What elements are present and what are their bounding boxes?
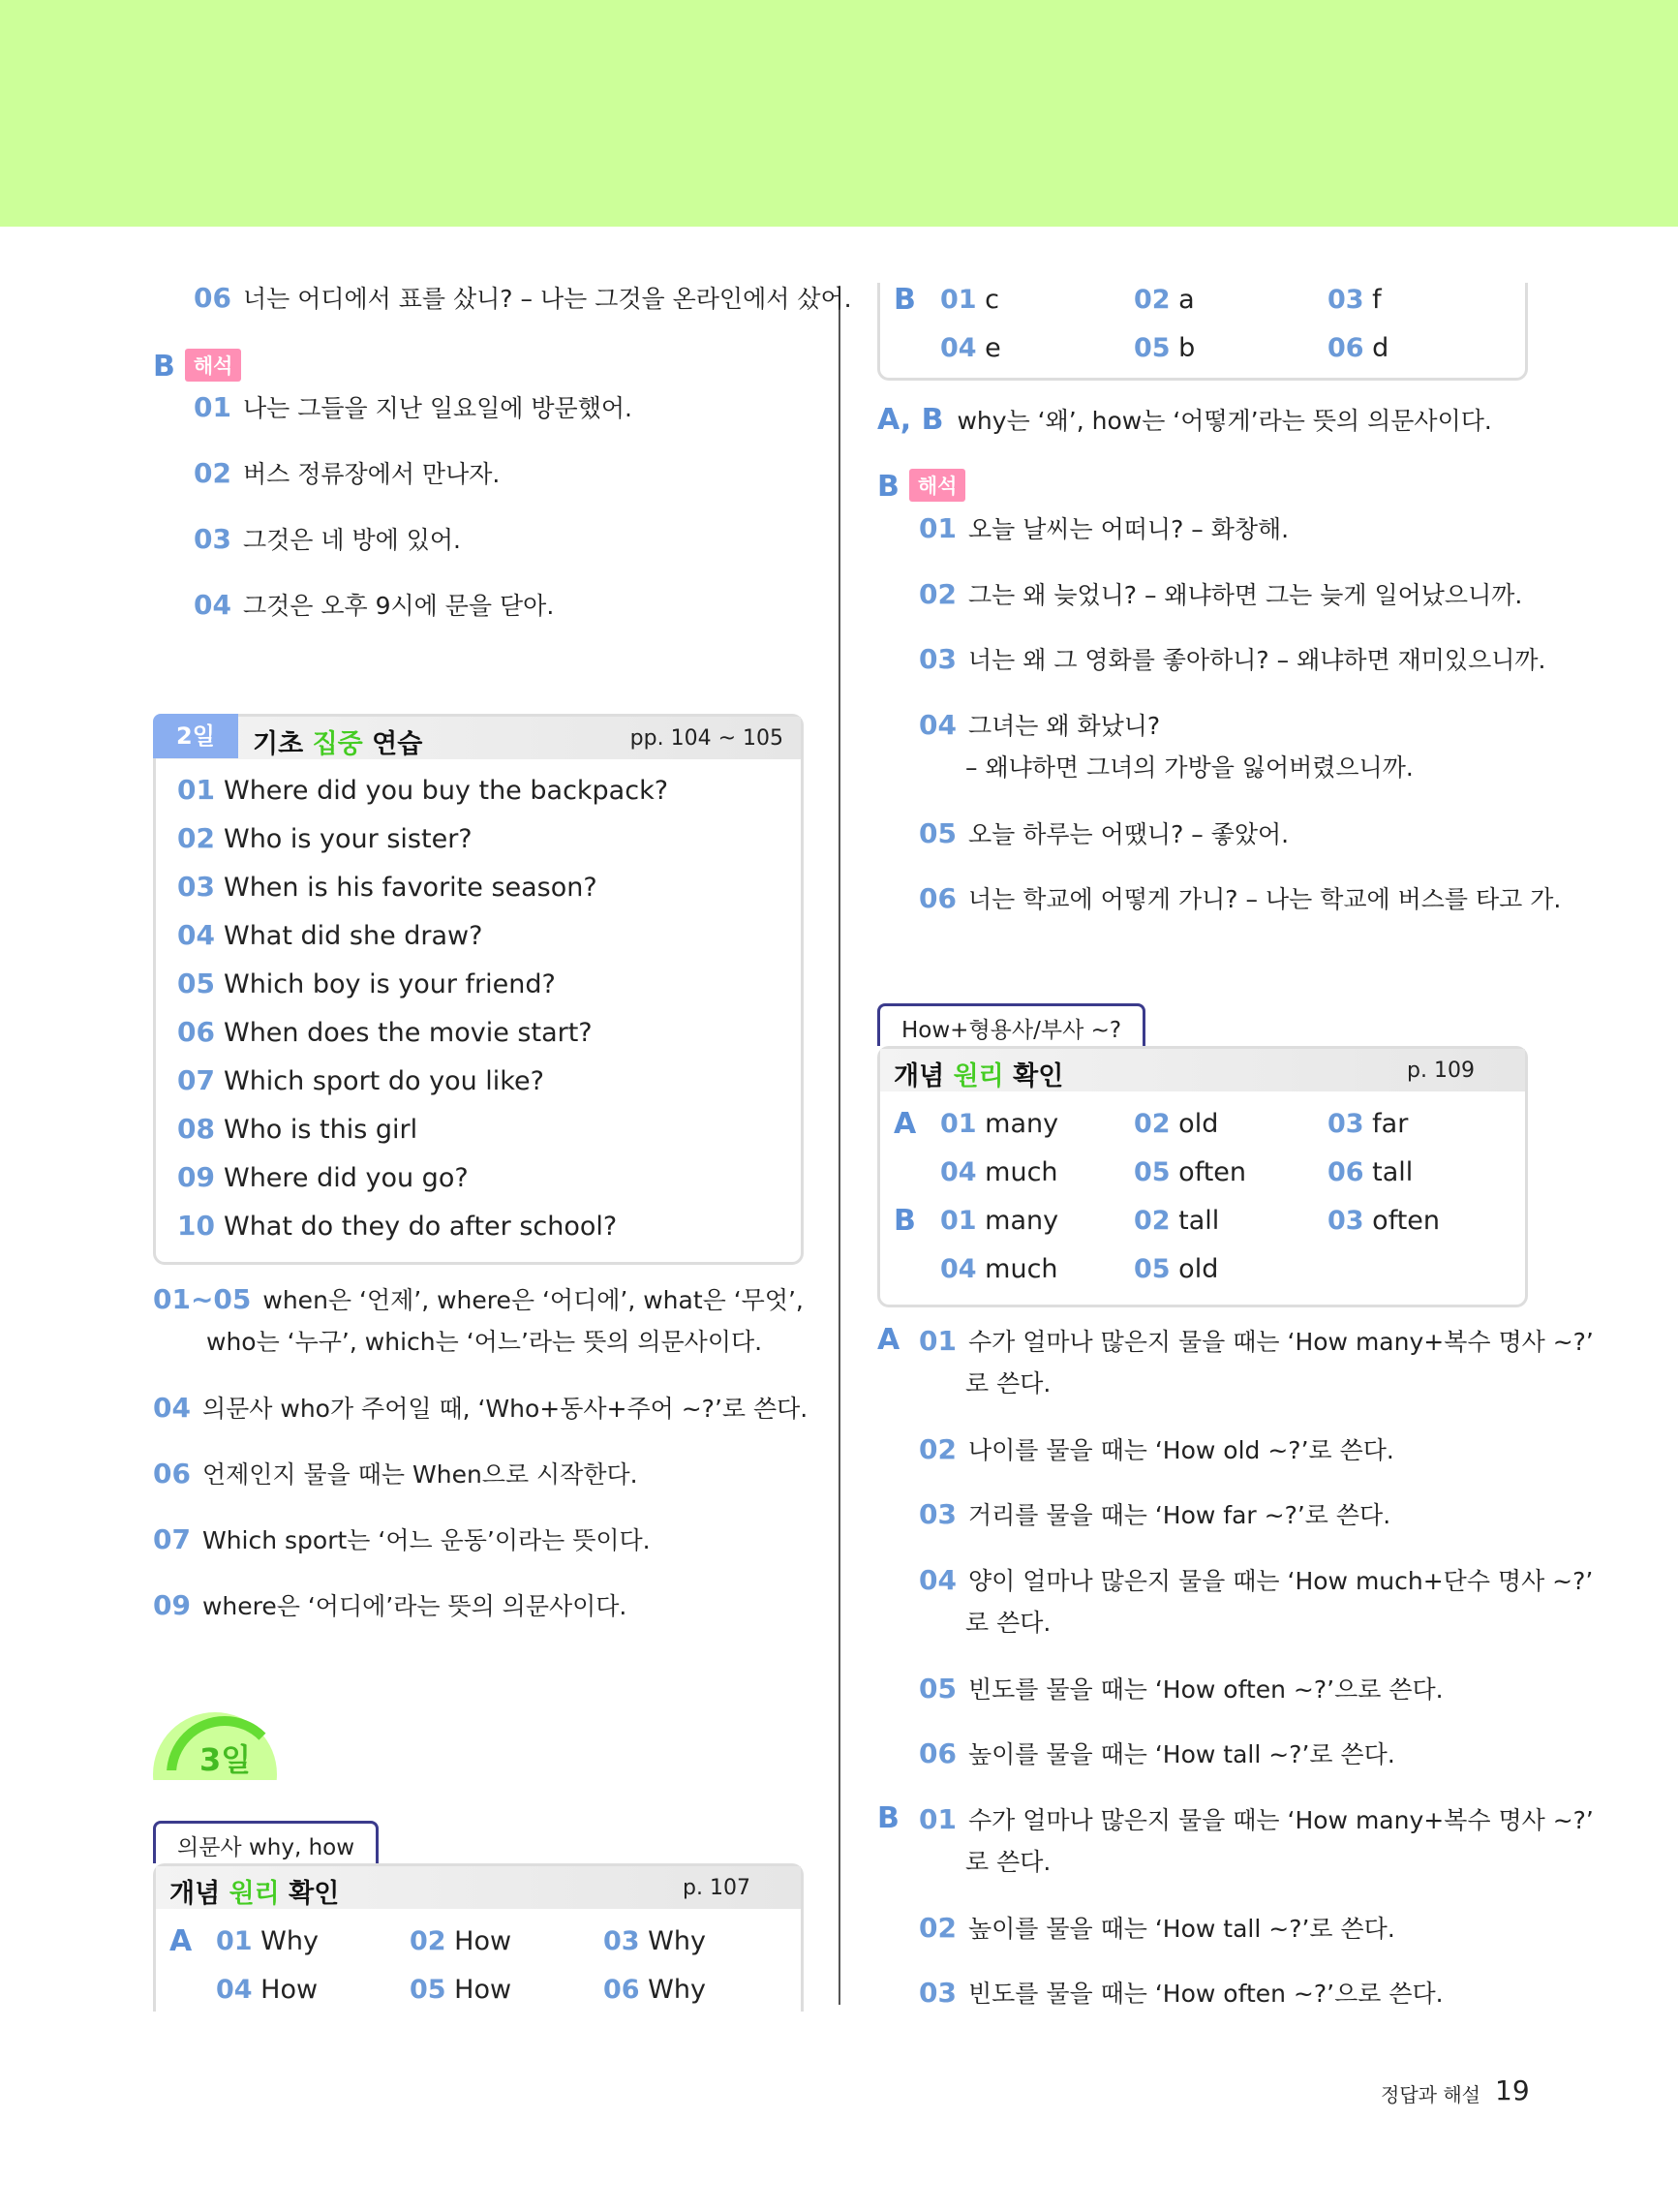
exp-a-1 — [919, 1326, 1594, 1358]
answer-label-b: B — [894, 1204, 916, 1238]
day3-concept-box — [153, 1863, 804, 2012]
left-b-line-4 — [194, 590, 554, 622]
answer-5 — [410, 1975, 511, 2005]
item-number: 05 — [1134, 333, 1171, 363]
exp-a-4-cont — [965, 1608, 1051, 1639]
item-number: 01 — [216, 1926, 253, 1956]
item-text: tall — [1372, 1157, 1414, 1187]
right-b-line-5 — [919, 818, 1289, 850]
item-number: 04 — [919, 1564, 957, 1596]
item-number: 04 — [177, 919, 215, 951]
item-number: 09 — [177, 1161, 215, 1193]
a-answer-5 — [1134, 1157, 1246, 1187]
item-text: Why — [648, 1975, 706, 2005]
item-number: 04 — [940, 333, 977, 363]
note-4 — [153, 1524, 651, 1556]
note-5 — [153, 1590, 626, 1622]
item-number: 01 — [919, 1803, 957, 1835]
item-number: 02 — [919, 1433, 957, 1465]
item-number: 03 — [603, 1926, 640, 1956]
day2-practice-box — [153, 714, 804, 1265]
box-item-10 — [177, 1209, 617, 1244]
item-number: 02 — [1134, 1206, 1171, 1236]
item-number: 06 — [177, 1016, 215, 1048]
box-item-8 — [177, 1112, 417, 1148]
item-text: d — [1372, 333, 1389, 363]
item-number: 05 — [1134, 1157, 1171, 1187]
item-text: 로 쓴다. — [965, 1609, 1052, 1637]
item-text: old — [1178, 1254, 1219, 1284]
right-b-line-4 — [919, 710, 1160, 742]
item-number: 07 — [177, 1064, 215, 1096]
title-part: 개념 — [894, 1061, 954, 1091]
item-number: 01 — [940, 1206, 977, 1236]
a-answer-3 — [1327, 1109, 1408, 1139]
item-number: 08 — [177, 1113, 215, 1145]
item-text: 너는 어디에서 표를 샀니? – 나는 그것을 온라인에서 샀어. — [242, 285, 852, 313]
answer-3 — [603, 1926, 706, 1956]
b-answer-3 — [1327, 1206, 1440, 1236]
item-text: c — [985, 285, 1000, 315]
item-number: 04 — [216, 1975, 253, 2005]
item-text: How — [454, 1975, 512, 2005]
item-text: Why — [260, 1926, 319, 1956]
item-text: much — [985, 1254, 1058, 1284]
item-text: Which sport do you like? — [224, 1066, 544, 1096]
item-text: 나는 그들을 지난 일요일에 방문했어. — [242, 394, 632, 422]
answer-5 — [1134, 333, 1195, 363]
exp-a-4 — [919, 1565, 1593, 1597]
note-number: 09 — [153, 1589, 191, 1621]
top-banner — [0, 0, 1678, 227]
day-badge: 2일 — [153, 714, 238, 758]
box-item-2 — [177, 821, 473, 857]
box-item-5 — [177, 967, 556, 1002]
item-text: much — [985, 1157, 1058, 1187]
title-part: 연습 — [362, 729, 423, 759]
item-text: b — [1178, 333, 1196, 363]
item-text: far — [1372, 1109, 1409, 1139]
item-text: 버스 정류장에서 만나자. — [242, 460, 501, 488]
item-text: 수가 얼마나 많은지 물을 때는 ‘How many+복수 명사 ~?’ — [967, 1806, 1594, 1834]
exp-a-label: A — [877, 1323, 900, 1357]
note-number: 07 — [153, 1523, 191, 1555]
page-reference: p. 107 — [683, 1876, 750, 1900]
left-a06-line — [194, 283, 852, 315]
item-text: 수가 얼마나 많은지 물을 때는 ‘How many+복수 명사 ~?’ — [967, 1328, 1594, 1356]
item-number: 06 — [919, 1737, 957, 1769]
box-item-9 — [177, 1160, 469, 1196]
left-b-line-3 — [194, 524, 461, 556]
translation-tag: 해석 — [909, 469, 966, 502]
item-number: 01 — [919, 512, 957, 544]
section-b-label — [877, 469, 965, 504]
page-reference: p. 109 — [1407, 1059, 1475, 1083]
item-number: 01 — [177, 774, 215, 806]
day3-badge — [153, 1712, 277, 1780]
footer-label: 정답과 해설 — [1381, 2083, 1480, 2106]
note-text: who는 ‘누구’, which는 ‘어느’라는 뜻의 의문사이다. — [206, 1328, 763, 1356]
item-number: 01 — [940, 1109, 977, 1139]
answer-4 — [940, 333, 1001, 363]
item-number: 02 — [1134, 285, 1171, 315]
item-number: 03 — [194, 523, 231, 555]
item-text: Who is your sister? — [224, 824, 473, 854]
item-text: Why — [648, 1926, 706, 1956]
item-text: often — [1178, 1157, 1247, 1187]
item-text: How — [260, 1975, 319, 2005]
a-answer-1 — [940, 1109, 1058, 1139]
right-top-answer-box — [877, 283, 1528, 381]
exp-b-1 — [919, 1804, 1594, 1836]
section-letter: A, B — [877, 403, 944, 437]
title-highlight: 원리 — [953, 1061, 1004, 1091]
note-3 — [153, 1459, 638, 1490]
item-text: often — [1372, 1206, 1441, 1236]
item-number: 06 — [919, 882, 957, 914]
a-answer-2 — [1134, 1109, 1218, 1139]
exp-a-2 — [919, 1434, 1394, 1466]
title-part: 개념 — [169, 1879, 229, 1909]
exp-a-5 — [919, 1674, 1444, 1705]
answer-label-a: A — [894, 1107, 917, 1141]
item-number: 05 — [177, 968, 215, 999]
item-text: e — [985, 333, 1001, 363]
a-answer-6 — [1327, 1157, 1413, 1187]
answer-3 — [1327, 285, 1382, 315]
page-number: 19 — [1495, 2074, 1530, 2106]
item-number: 10 — [177, 1210, 215, 1242]
right-b-line-4-cont — [965, 753, 1414, 783]
column-divider — [839, 286, 840, 2005]
item-text: 로 쓴다. — [965, 1369, 1052, 1398]
item-number: 02 — [177, 822, 215, 854]
item-text: 오늘 날씨는 어떠니? – 화창해. — [967, 515, 1290, 543]
ab-explanation — [877, 405, 1492, 437]
box-title — [253, 722, 422, 760]
exp-b-label: B — [877, 1801, 900, 1835]
b-answer-4 — [940, 1254, 1058, 1284]
item-text: 로 쓴다. — [965, 1848, 1052, 1876]
item-number: 01 — [919, 1325, 957, 1357]
a-answer-4 — [940, 1157, 1058, 1187]
item-text: 그것은 오후 9시에 문을 닫아. — [242, 592, 555, 620]
answer-1 — [216, 1926, 319, 1956]
item-number: 06 — [603, 1975, 640, 2005]
note-text: Which sport는 ‘어느 운동’이라는 뜻이다. — [201, 1526, 651, 1554]
item-number: 05 — [1134, 1254, 1171, 1284]
item-text: Where did you go? — [224, 1163, 469, 1193]
item-number: 06 — [1327, 1157, 1364, 1187]
answer-1 — [940, 285, 999, 315]
item-text: 거리를 물을 때는 ‘How far ~?’로 쓴다. — [967, 1501, 1391, 1529]
item-number: 06 — [194, 282, 231, 314]
exp-b-2 — [919, 1913, 1395, 1945]
box-title — [169, 1872, 339, 1910]
item-number: 03 — [919, 643, 957, 675]
item-number: 03 — [919, 1498, 957, 1530]
item-text: What do they do after school? — [224, 1212, 618, 1242]
item-text: What did she draw? — [224, 921, 483, 951]
title-part: 확인 — [1003, 1061, 1064, 1091]
item-text: 높이를 물을 때는 ‘How tall ~?’로 쓴다. — [967, 1915, 1395, 1943]
item-text: Who is this girl — [224, 1115, 418, 1145]
note-text: 언제인지 물을 때는 When으로 시작한다. — [201, 1460, 638, 1489]
item-number: 02 — [410, 1926, 446, 1956]
note-1 — [153, 1284, 804, 1316]
note-text: where은 ‘어디에’라는 뜻의 의문사이다. — [201, 1592, 627, 1620]
title-highlight: 집중 — [312, 729, 363, 759]
answer-6 — [603, 1975, 706, 2005]
right-b-line-2 — [919, 579, 1522, 611]
note-2 — [153, 1393, 808, 1425]
item-number: 04 — [940, 1254, 977, 1284]
item-text: 너는 왜 그 영화를 좋아하니? – 왜냐하면 재미있으니까. — [967, 646, 1546, 674]
note-text: when은 ‘언제’, where은 ‘어디에’, what은 ‘무엇’, — [262, 1286, 804, 1314]
item-text: How — [454, 1926, 512, 1956]
day3-label: 3일 — [199, 1741, 252, 1778]
left-b-line-2 — [194, 458, 500, 490]
translation-tag: 해석 — [185, 349, 242, 382]
item-number: 01 — [194, 391, 231, 423]
answer-label-a: A — [169, 1924, 193, 1958]
item-number: 03 — [1327, 1109, 1364, 1139]
item-text: 빈도를 물을 때는 ‘How often ~?’으로 쓴다. — [967, 1980, 1444, 2008]
item-text: When is his favorite season? — [224, 873, 597, 903]
item-number: 06 — [1327, 333, 1364, 363]
b-answer-2 — [1134, 1206, 1219, 1236]
item-number: 04 — [919, 709, 957, 741]
item-number: 04 — [194, 589, 231, 621]
topic-tab-how-adjective: How+형용사/부사 ~? — [877, 1003, 1145, 1046]
item-text: 너는 학교에 어떻게 가니? – 나는 학교에 버스를 타고 가. — [967, 885, 1562, 913]
answer-2 — [1134, 285, 1195, 315]
section-letter: B — [877, 470, 900, 504]
item-text: 그것은 네 방에 있어. — [242, 526, 461, 554]
exp-a-1-cont — [965, 1368, 1051, 1399]
item-text: f — [1372, 285, 1382, 315]
b-answer-1 — [940, 1206, 1058, 1236]
item-number: 05 — [410, 1975, 446, 2005]
item-text: Where did you buy the backpack? — [224, 776, 669, 806]
explanation-text: why는 ‘왜’, how는 ‘어떻게’라는 뜻의 의문사이다. — [957, 407, 1492, 435]
box-item-6 — [177, 1015, 593, 1051]
answer-2 — [410, 1926, 511, 1956]
item-text: a — [1178, 285, 1195, 315]
exp-a-6 — [919, 1738, 1395, 1770]
item-number: 05 — [919, 1673, 957, 1705]
item-number: 02 — [919, 1912, 957, 1944]
exp-b-3 — [919, 1978, 1444, 2010]
answer-4 — [216, 1975, 318, 2005]
box-item-1 — [177, 773, 668, 809]
answer-6 — [1327, 333, 1388, 363]
item-number: 02 — [194, 457, 231, 489]
box-item-4 — [177, 918, 482, 954]
page-reference: pp. 104 ~ 105 — [629, 726, 783, 751]
item-text: When does the movie start? — [224, 1018, 593, 1048]
item-text: tall — [1178, 1206, 1220, 1236]
item-text: 오늘 하루는 어땠니? – 좋았어. — [967, 820, 1290, 848]
item-text: 그는 왜 늦었니? – 왜냐하면 그는 늦게 일어났으니까. — [967, 581, 1523, 609]
item-number: 03 — [919, 1977, 957, 2009]
title-part: 기초 — [253, 729, 313, 759]
right-b-line-3 — [919, 644, 1545, 676]
box-item-3 — [177, 870, 597, 906]
note-number: 06 — [153, 1458, 191, 1490]
note-number: 04 — [153, 1392, 191, 1424]
answer-label-b: B — [894, 283, 916, 317]
title-part: 확인 — [279, 1879, 340, 1909]
item-number: 02 — [919, 578, 957, 610]
item-text: many — [985, 1206, 1059, 1236]
item-text: 양이 얼마나 많은지 물을 때는 ‘How much+단수 명사 ~?’ — [967, 1567, 1594, 1595]
item-text: Which boy is your friend? — [224, 969, 556, 999]
box-item-7 — [177, 1063, 544, 1099]
topic-tab-why-how: 의문사 why, how — [153, 1821, 379, 1863]
right-b-line-6 — [919, 883, 1561, 915]
item-number: 03 — [1327, 285, 1364, 315]
item-text: 높이를 물을 때는 ‘How tall ~?’로 쓴다. — [967, 1740, 1395, 1768]
b-answer-5 — [1134, 1254, 1218, 1284]
item-number: 04 — [940, 1157, 977, 1187]
item-text: old — [1178, 1109, 1219, 1139]
item-number: 05 — [919, 817, 957, 849]
note-number: 01~05 — [153, 1283, 252, 1315]
right-b-line-1 — [919, 513, 1289, 545]
section-letter: B — [153, 350, 175, 384]
item-number: 03 — [177, 871, 215, 903]
item-text: many — [985, 1109, 1059, 1139]
item-text: 빈도를 물을 때는 ‘How often ~?’으로 쓴다. — [967, 1675, 1444, 1704]
note-1-cont — [206, 1327, 762, 1358]
item-number: 02 — [1134, 1109, 1171, 1139]
item-number: 01 — [940, 285, 977, 315]
exp-b-1-cont — [965, 1847, 1051, 1878]
left-b-line-1 — [194, 392, 632, 424]
item-text: 나이를 물을 때는 ‘How old ~?’로 쓴다. — [967, 1436, 1394, 1464]
item-text: 그녀는 왜 화났니? — [967, 712, 1161, 740]
exp-a-3 — [919, 1499, 1390, 1531]
title-highlight: 원리 — [229, 1879, 280, 1909]
item-text: – 왜냐하면 그녀의 가방을 잃어버렸으니까. — [965, 753, 1414, 782]
note-text: 의문사 who가 주어일 때, ‘Who+동사+주어 ~?’로 쓴다. — [201, 1395, 808, 1423]
item-number: 03 — [1327, 1206, 1364, 1236]
box-title — [894, 1055, 1063, 1092]
right-concept-box — [877, 1046, 1528, 1307]
section-b-label — [153, 349, 241, 384]
